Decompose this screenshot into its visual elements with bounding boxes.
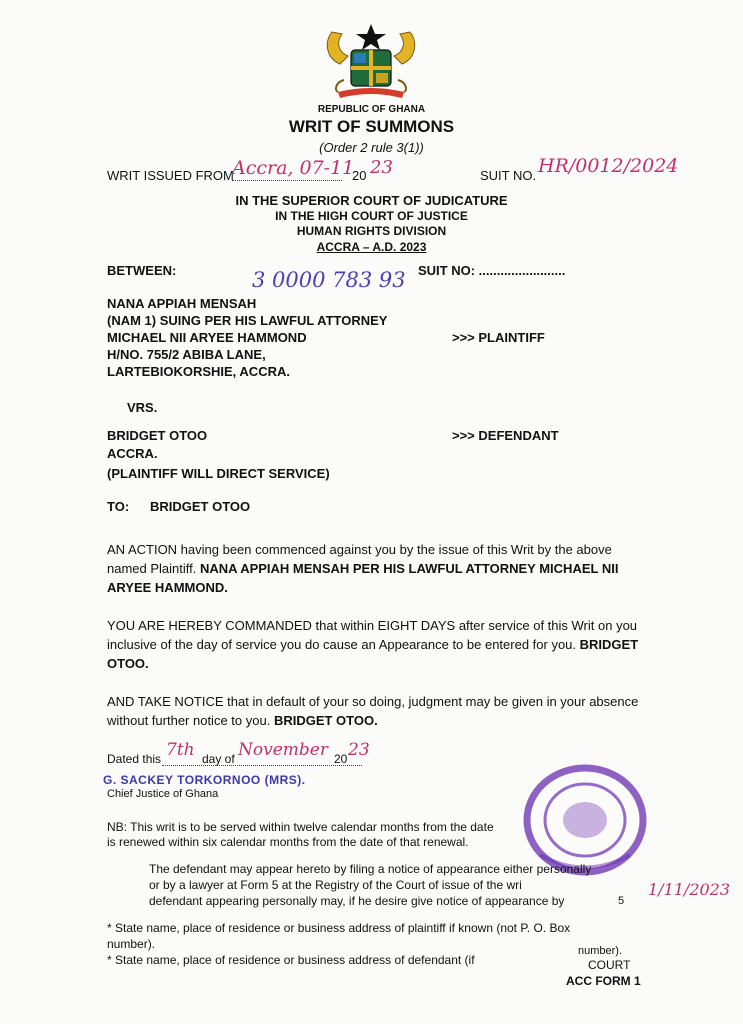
paragraph-commanded xyxy=(107,616,647,673)
dated-month-hand: November xyxy=(238,740,328,760)
nb-line-2: is renewed within six calendar months from the date of that renewal. xyxy=(107,835,469,849)
court-line-3: HUMAN RIGHTS DIVISION xyxy=(296,224,447,238)
dated-mid: day of xyxy=(202,752,235,766)
star-note-2-tail: number). xyxy=(578,945,623,957)
defendant-tag: >>> DEFENDANT xyxy=(452,428,559,443)
to-label: TO: xyxy=(107,499,130,514)
dated-year-prefix: 20 xyxy=(334,752,348,766)
paragraph-notice-bold: BRIDGET OTOO. xyxy=(273,713,378,728)
margin-handwritten-date: 1/11/2023 xyxy=(648,880,731,899)
plaintiff-line-2: (NAM 1) SUING PER HIS LAWFUL ATTORNEY xyxy=(107,313,388,328)
dated-day-hand: 7th xyxy=(166,740,195,760)
suit-no-label: SUIT NO. xyxy=(480,168,537,183)
plaintiff-line-3: MICHAEL NII ARYEE HAMMOND xyxy=(107,330,307,345)
to-name: BRIDGET OTOO xyxy=(150,499,251,514)
signature-name-stamp: G. SACKEY TORKORNOO (MRS). xyxy=(103,773,306,787)
indent-line-1: The defendant may appear hereto by filing a notice of appearance either personally xyxy=(149,862,592,876)
suit-no-blank-label: SUIT NO: ........................ xyxy=(418,263,566,278)
dated-year-hand: 23 xyxy=(348,740,370,760)
signature-title: Chief Justice of Ghana xyxy=(107,788,219,800)
star-note-2: * State name, place of residence or business address of defendant (if xyxy=(107,953,475,967)
defendant-line-1: BRIDGET OTOO xyxy=(107,428,208,443)
plaintiff-line-1: NANA APPIAH MENSAH xyxy=(107,296,257,311)
between-label: BETWEEN: xyxy=(107,263,177,278)
footer-form-label: ACC FORM 1 xyxy=(566,974,641,988)
indent-line-3-tail: 5 xyxy=(618,895,625,907)
document-title: WRIT OF SUMMONS xyxy=(288,117,455,136)
indent-line-2: or by a lawyer at Form 5 at the Registry of the Court of issue of the wri xyxy=(149,878,522,892)
writ-issued-year-prefix: 20 xyxy=(352,168,367,183)
paragraph-action-text: AN ACTION having been commenced against you by the issue of this Writ by the above named Plaintiff. xyxy=(107,542,612,576)
defendant-line-2: ACCRA. xyxy=(107,446,158,461)
paragraph-notice-text: AND TAKE NOTICE that in default of your so doing, judgment may be given in your absence without further notice to you. xyxy=(107,694,639,728)
suit-no-handwritten: HR/0012/2024 xyxy=(538,155,679,177)
paragraph-commanded-bold: BRIDGET OTOO. xyxy=(107,637,639,671)
dated-prefix: Dated this xyxy=(107,752,162,766)
plaintiff-tag: >>> PLAINTIFF xyxy=(452,330,545,345)
star-note-1b: number). xyxy=(107,937,156,951)
republic-heading: REPUBLIC OF GHANA xyxy=(317,104,426,115)
star-note-1: * State name, place of residence or business address of plaintiff if known (not P. O. Box xyxy=(107,921,571,935)
plaintiff-line-5: LARTEBIOKORSHIE, ACCRA. xyxy=(107,364,290,379)
court-line-4: ACCRA – A.D. 2023 xyxy=(316,240,427,254)
paragraph-action-bold: NANA APPIAH MENSAH PER HIS LAWFUL ATTORNEY MICHAEL NII ARYEE HAMMOND. xyxy=(107,561,619,595)
nb-line-1: NB: This writ is to be served within twelve calendar months from the date xyxy=(107,820,494,834)
service-note: (PLAINTIFF WILL DIRECT SERVICE) xyxy=(107,466,330,481)
plaintiff-line-4: H/NO. 755/2 ABIBA LANE, xyxy=(107,347,266,362)
between-handwritten-number: 3 0000 783 93 xyxy=(252,268,406,292)
footer-court-label: COURT xyxy=(588,958,631,972)
versus-label: VRS. xyxy=(127,400,158,415)
writ-issued-year-hand: 23 xyxy=(370,157,393,178)
paragraph-commanded-text: YOU ARE HEREBY COMMANDED that within EIGHT DAYS after service of this Writ on you inclusive of the day of service you do cause an Appearance to be entered for you. xyxy=(107,618,638,652)
paragraph-action xyxy=(107,540,647,597)
order-reference: (Order 2 rule 3(1)) xyxy=(319,140,424,155)
writ-issued-handwritten: Accra, 07-11 xyxy=(232,157,355,179)
writ-issued-dotted-line xyxy=(232,180,342,181)
ghana-coat-of-arms-icon xyxy=(318,22,424,100)
court-line-1: IN THE SUPERIOR COURT OF JUDICATURE xyxy=(235,193,508,208)
dated-dotted-line xyxy=(162,765,362,766)
court-line-2: IN THE HIGH COURT OF JUSTICE xyxy=(275,209,468,223)
writ-issued-label: WRIT ISSUED FROM xyxy=(107,168,234,183)
indent-line-3: defendant appearing personally may, if he desire give notice of appearance by xyxy=(149,894,565,908)
paragraph-notice xyxy=(107,692,647,730)
